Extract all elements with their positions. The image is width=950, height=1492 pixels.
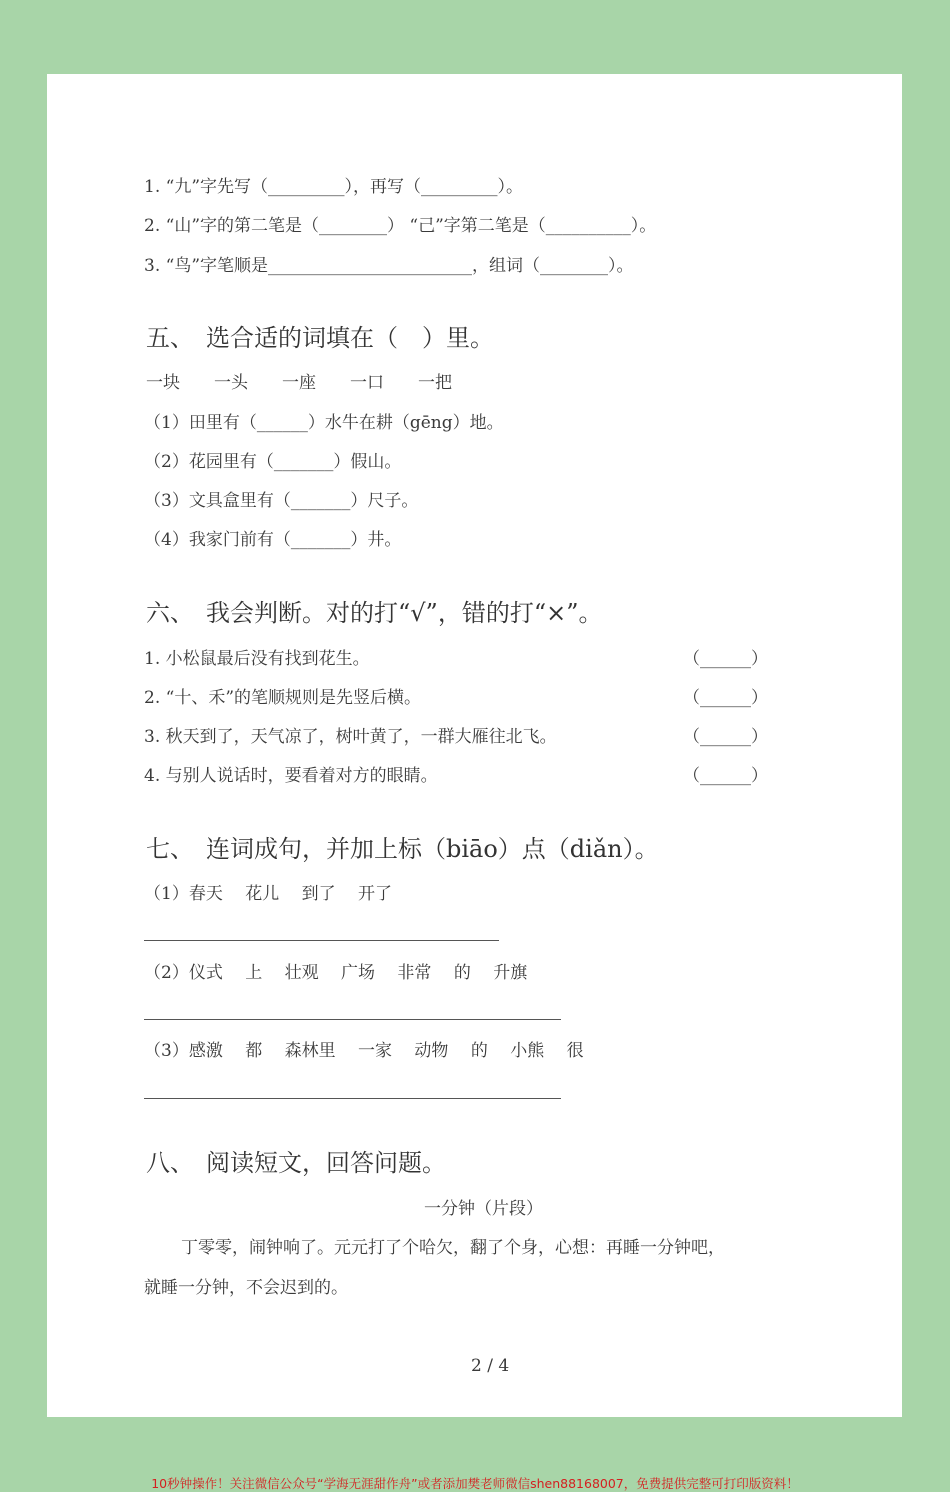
section-6-title: 六、 我会判断。对的打“√”，错的打“×”。 [146, 599, 603, 627]
judge-answer-3: （______） [683, 727, 768, 747]
fill-item-1: （1）田里有（______）水牛在耕（gēng）地。 [144, 413, 504, 433]
judge-item-4: 4. 与别人说话时，要看着对方的眼睛。 [144, 766, 438, 786]
fill-item-4: （4）我家门前有（_______）井。 [144, 530, 402, 550]
sentence-words-2: （2）仪式 上 壮观 广场 非常 的 升旗 [144, 963, 528, 983]
measure-word-options: 一块 一头 一座 一口 一把 [146, 373, 452, 393]
judge-answer-4: （______） [683, 766, 768, 786]
judge-answer-1: （______） [683, 649, 768, 669]
judge-item-1: 1. 小松鼠最后没有找到花生。 [144, 649, 370, 669]
worksheet-page [47, 74, 902, 1417]
sentence-words-3: （3）感激 都 森林里 一家 动物 的 小熊 很 [144, 1041, 584, 1061]
stroke-question-3: 3. “鸟”字笔顺是________________________，组词（________）。 [144, 256, 634, 276]
story-paragraph-line-1: 丁零零，闹钟响了。元元打了个哈欠，翻了个身，心想：再睡一分钟吧， [181, 1238, 725, 1258]
fill-item-3: （3）文具盒里有（_______）尺子。 [144, 491, 419, 511]
judge-item-3: 3. 秋天到了，天气凉了，树叶黄了，一群大雁往北飞。 [144, 727, 557, 747]
section-8-title: 八、 阅读短文，回答问题。 [146, 1149, 446, 1177]
page-number: 2 / 4 [471, 1356, 510, 1376]
story-title: 一分钟（片段） [424, 1199, 543, 1219]
sentence-words-1: （1）春天 花儿 到了 开了 [144, 884, 393, 904]
judge-item-2: 2. “十、禾”的笔顺规则是先竖后横。 [144, 688, 422, 708]
stroke-question-1: 1. “九”字先写（_________），再写（_________）。 [144, 177, 524, 197]
section-5-title: 五、 选合适的词填在（ ）里。 [146, 324, 494, 352]
answer-line-2 [144, 1019, 561, 1020]
fill-item-2: （2）花园里有（_______）假山。 [144, 452, 402, 472]
story-paragraph-line-2: 就睡一分钟，不会迟到的。 [144, 1278, 348, 1298]
stroke-question-2: 2. “山”字的第二笔是（________） “己”字第二笔是（__________）。 [144, 216, 657, 236]
footer-promo-text: 10秒钟操作！关注微信公众号“学海无涯甜作舟”或者添加樊老师微信shen88168007，免费提供完整可打印版资料！ [151, 1476, 799, 1491]
section-7-title: 七、 连词成句，并加上标（biāo）点（diǎn）。 [146, 835, 659, 863]
judge-answer-2: （______） [683, 688, 768, 708]
answer-line-3 [144, 1098, 561, 1099]
answer-line-1 [144, 940, 499, 941]
